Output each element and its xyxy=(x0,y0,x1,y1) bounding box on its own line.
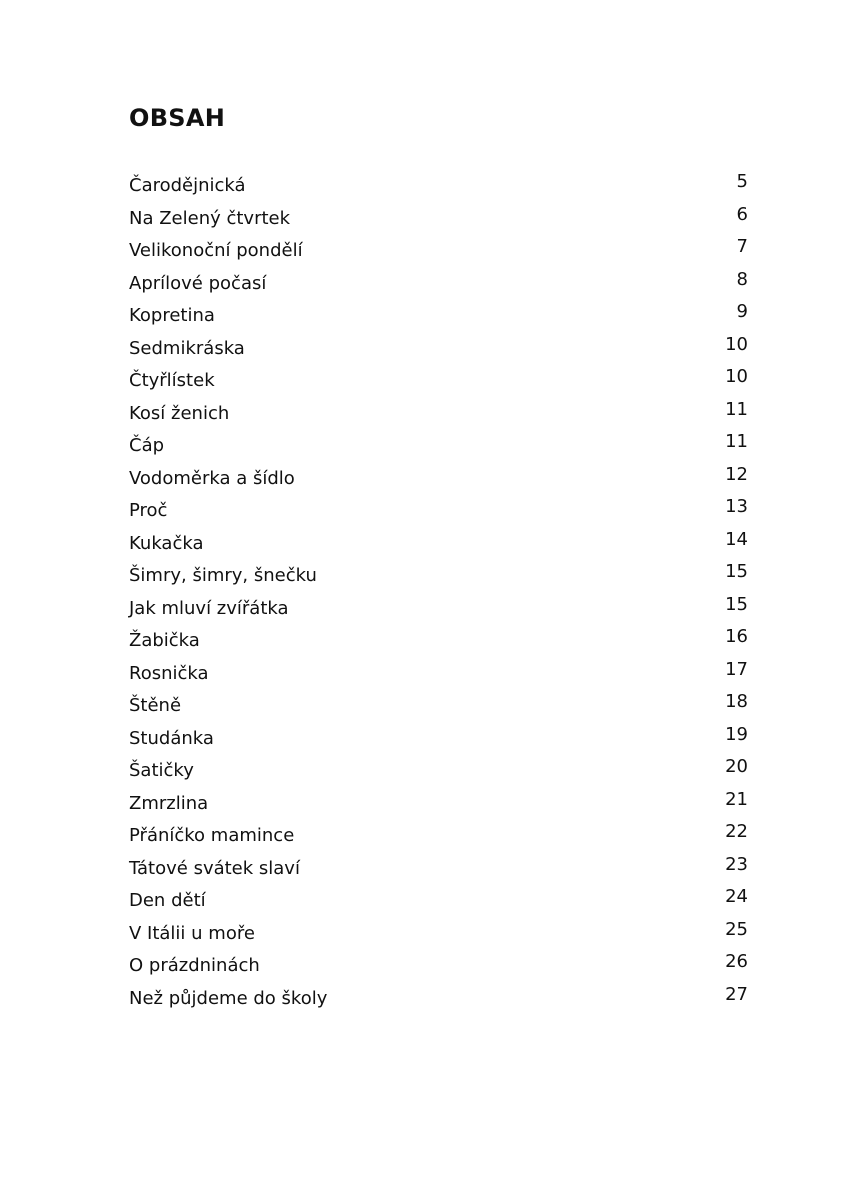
toc-entry xyxy=(0,268,842,305)
toc-entry-page-number: 22 xyxy=(725,821,748,842)
toc-entry-title: Studánka xyxy=(129,727,214,749)
toc-entry-page-number: 10 xyxy=(725,366,748,387)
toc-entry-title: Přáníčko mamince xyxy=(129,825,295,846)
toc-entry-page-number: 17 xyxy=(725,658,748,680)
toc-entry xyxy=(0,821,842,857)
toc-entry-title: Sedmikráska xyxy=(129,337,245,359)
toc-entry-page-number: 11 xyxy=(725,431,748,452)
toc-entry-title: Tátové svátek slaví xyxy=(129,857,300,879)
toc-entry xyxy=(0,723,842,760)
toc-entry-page-number: 9 xyxy=(736,301,748,322)
toc-entry-page-number: 10 xyxy=(725,333,748,355)
toc-entry xyxy=(0,463,842,500)
toc-entry xyxy=(0,496,842,532)
toc-entry xyxy=(0,951,842,987)
toc-entry-title: Den dětí xyxy=(129,890,206,911)
toc-entry-title: Proč xyxy=(129,500,168,521)
toc-entry xyxy=(0,236,842,272)
toc-entry xyxy=(0,528,842,565)
toc-entry xyxy=(0,398,842,435)
toc-entry-page-number: 7 xyxy=(736,236,748,257)
toc-entry-page-number: 21 xyxy=(725,788,748,810)
toc-entry-page-number: 12 xyxy=(725,463,748,485)
toc-entry-page-number: 18 xyxy=(725,691,748,712)
toc-entry-page-number: 13 xyxy=(725,496,748,517)
toc-entry-title: Vodoměrka a šídlo xyxy=(129,467,295,489)
toc-entry xyxy=(0,658,842,695)
toc-entry-page-number: 23 xyxy=(725,853,748,875)
toc-entry-title: Než půjdeme do školy xyxy=(129,987,328,1009)
toc-entry-page-number: 8 xyxy=(736,268,748,290)
toc-entry-page-number: 5 xyxy=(736,171,748,192)
toc-entry-title: Čáp xyxy=(129,435,165,456)
toc-entry xyxy=(0,431,842,467)
toc-entry-title: Rosnička xyxy=(129,662,209,684)
toc-entry-title: Šimry, šimry, šnečku xyxy=(129,565,317,586)
toc-entry-title: Zmrzlina xyxy=(129,792,209,814)
toc-entry-title: V Itálii u moře xyxy=(129,922,255,944)
toc-entry-page-number: 6 xyxy=(736,203,748,225)
toc-entry-title: Na Zelený čtvrtek xyxy=(129,207,291,229)
toc-entry xyxy=(0,788,842,825)
toc-entry-page-number: 14 xyxy=(725,528,748,550)
toc-entry-title: O prázdninách xyxy=(129,955,260,976)
toc-entry-title: Čtyřlístek xyxy=(129,370,215,391)
toc-entry xyxy=(0,756,842,792)
toc-entry-page-number: 25 xyxy=(725,918,748,940)
toc-entry-title: Kopretina xyxy=(129,305,215,326)
toc-entry xyxy=(0,171,842,207)
toc-entry xyxy=(0,333,842,370)
toc-entry xyxy=(0,691,842,727)
toc-entry-title: Čarodějnická xyxy=(129,175,246,196)
toc-entry xyxy=(0,366,842,402)
toc-entry-page-number: 27 xyxy=(725,983,748,1005)
toc-entry xyxy=(0,561,842,597)
toc-entry-title: Aprílové počasí xyxy=(129,272,267,294)
toc-entry xyxy=(0,203,842,240)
toc-entry xyxy=(0,853,842,890)
toc-entry-page-number: 15 xyxy=(725,561,748,582)
toc-entry-page-number: 15 xyxy=(725,593,748,615)
toc-entry xyxy=(0,626,842,662)
toc-entry-page-number: 16 xyxy=(725,626,748,647)
toc-entry xyxy=(0,983,842,1020)
toc-entry-page-number: 26 xyxy=(725,951,748,972)
toc-entry-page-number: 20 xyxy=(725,756,748,777)
toc-entry-title: Velikonoční pondělí xyxy=(129,240,303,261)
toc-entry xyxy=(0,593,842,630)
toc-entry-title: Kosí ženich xyxy=(129,402,230,424)
page-title: OBSAH xyxy=(129,104,226,132)
toc-entry-page-number: 24 xyxy=(725,886,748,907)
toc-entry-title: Šatičky xyxy=(129,760,194,781)
toc-entry-page-number: 11 xyxy=(725,398,748,420)
toc-entry-title: Kukačka xyxy=(129,532,204,554)
toc-entry xyxy=(0,886,842,922)
toc-entry-title: Jak mluví zvířátka xyxy=(129,597,289,619)
toc-entry-title: Štěně xyxy=(129,695,182,716)
toc-entry-title: Žabička xyxy=(129,630,200,651)
toc-entry-page-number: 19 xyxy=(725,723,748,745)
toc-entry xyxy=(0,918,842,955)
toc-entry xyxy=(0,301,842,337)
